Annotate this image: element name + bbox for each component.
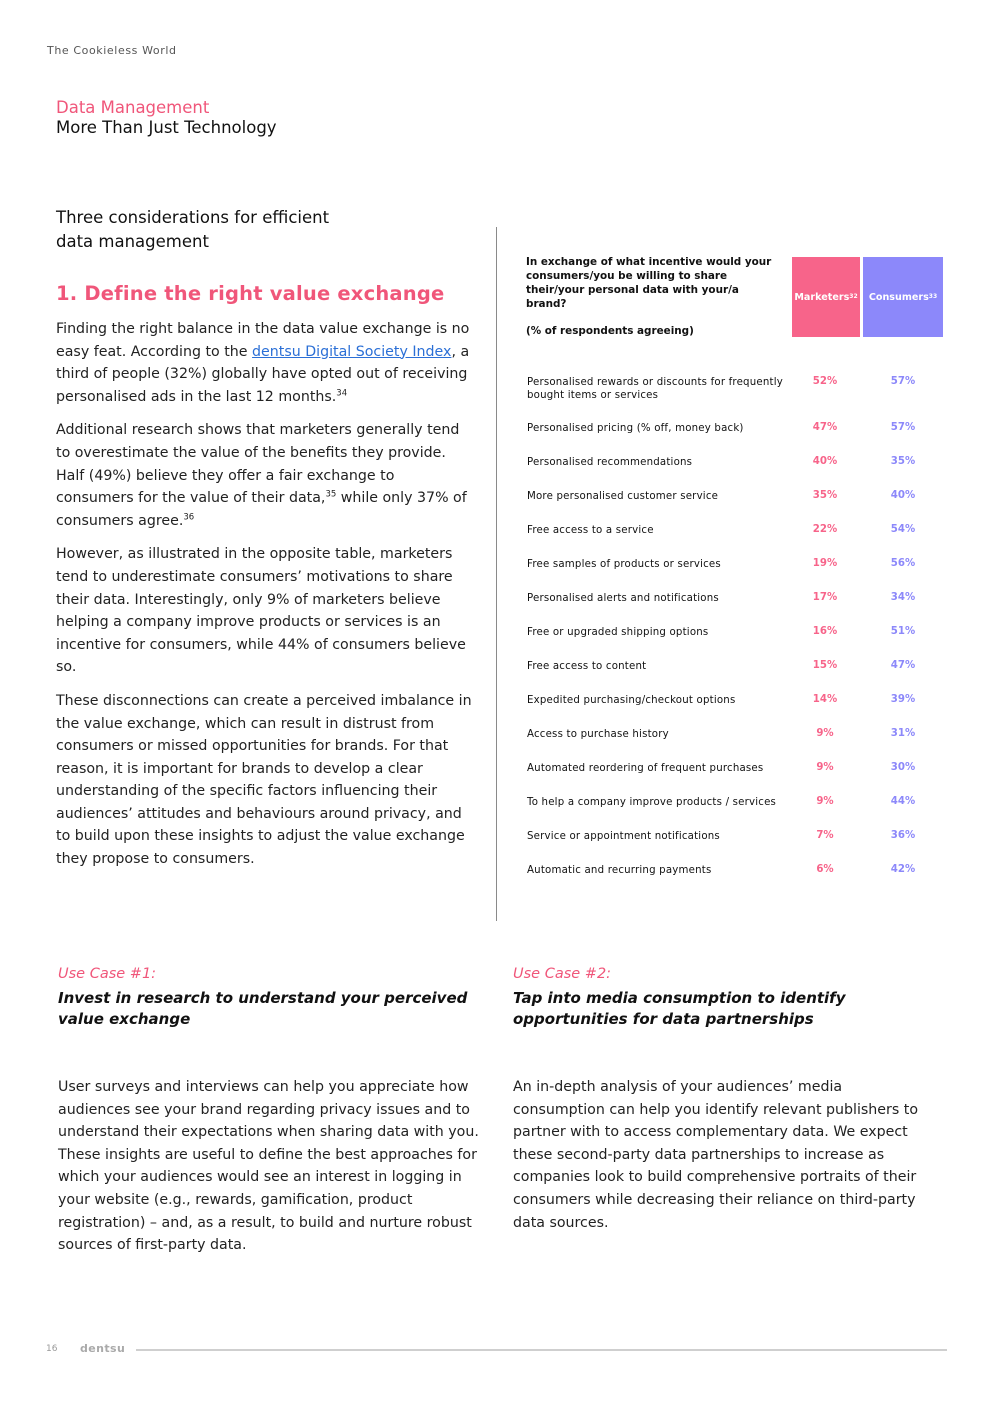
section-title: Data Management xyxy=(56,98,210,117)
column-divider xyxy=(496,227,497,921)
consumers-value: 56% xyxy=(890,558,916,569)
use-case-1-title: Invest in research to understand your perceived value exchange xyxy=(58,989,468,1028)
marketers-value: 40% xyxy=(812,456,838,467)
footnote-ref: 35 xyxy=(325,489,337,500)
marketers-value: 6% xyxy=(816,864,834,875)
footnote-ref: 34 xyxy=(336,388,348,399)
marketers-value: 52% xyxy=(812,376,838,387)
dentsu-logo: dentsu xyxy=(80,1342,126,1355)
use-case-1 xyxy=(58,964,483,1257)
page-number: 16 xyxy=(46,1344,58,1354)
marketers-value: 9% xyxy=(816,762,834,773)
consumers-value: 40% xyxy=(890,490,916,501)
marketers-value: 16% xyxy=(812,626,838,637)
table-question xyxy=(526,255,776,338)
row-label: Personalised pricing (% off, money back) xyxy=(527,423,744,434)
section-subtitle: More Than Just Technology xyxy=(56,118,277,137)
row-label: Free access to content xyxy=(527,661,647,672)
consumers-value: 54% xyxy=(890,524,916,535)
consumers-value: 35% xyxy=(890,456,916,467)
row-label: Personalised alerts and notifications xyxy=(527,593,719,604)
running-header: The Cookieless World xyxy=(47,44,177,57)
marketers-value: 22% xyxy=(812,524,838,535)
row-label: Access to purchase history xyxy=(527,729,669,740)
considerations-heading: Three considerations for efficient data management xyxy=(56,208,330,251)
row-label: Expedited purchasing/checkout options xyxy=(527,695,736,706)
consumers-value: 39% xyxy=(890,694,916,705)
intro-paragraph-4: These disconnections can create a perceived imbalance in the value exchange, which can result in distrust from consumers or missed opportunities for brands. For that reason, it is important for brands to develop a clear understanding of the specific factors influencing their audiences’ attitudes and behaviours around privacy, and to build upon these insights to adjust the value exchange they propose to consumers. xyxy=(56,692,472,868)
row-label: Automated reordering of frequent purchases xyxy=(527,763,764,774)
marketers-value: 7% xyxy=(816,830,834,841)
footer-rule xyxy=(136,1349,947,1351)
row-label: Free or upgraded shipping options xyxy=(527,627,709,638)
consumers-column-header: Consumers 33 xyxy=(863,257,943,337)
intro-paragraph-3: However, as illustrated in the opposite table, marketers tend to underestimate consumers’ motivations to share their data. Interestingly, only 9% of marketers believe helping a company improve products or services is an incentive for consumers, while 44% of consumers believe so. xyxy=(56,546,466,676)
marketers-value: 9% xyxy=(816,728,834,739)
consumers-value: 57% xyxy=(890,376,916,387)
row-label: More personalised customer service xyxy=(527,491,719,502)
marketers-value: 14% xyxy=(812,694,838,705)
value-exchange-heading: 1. Define the right value exchange xyxy=(56,282,445,305)
marketers-value: 35% xyxy=(812,490,838,501)
consumers-value: 57% xyxy=(890,422,916,433)
marketers-value: 47% xyxy=(812,422,838,433)
use-case-2-body: An in-depth analysis of your audiences’ media consumption can help you identify relevant publishers to partner with to access complementary data. We expect these second-party data partnerships to increase as companies look to build comprehensive portraits of their consumers while decreasing their reliance on third-party data sources. xyxy=(513,1079,918,1231)
consumers-value: 51% xyxy=(890,626,916,637)
row-label: Personalised rewards or discounts for frequently bought items or services xyxy=(527,377,783,401)
row-label: Free access to a service xyxy=(527,525,654,536)
marketers-value: 15% xyxy=(812,660,838,671)
table-note: (% of respondents agreeing) xyxy=(526,325,694,337)
intro-paragraph-1: Finding the right balance in the data value exchange is no easy feat. According to the dentsu Digital Society Index, a third of people (32%) globally have opted out of receiving personalised ads in the last 12 months.$^{34}$ xyxy=(56,321,470,405)
row-label: Free samples of products or services xyxy=(527,559,721,570)
consumers-value: 36% xyxy=(890,830,916,841)
digital-society-index-link[interactable]: dentsu Digital Society Index xyxy=(252,343,452,360)
intro-paragraph-2: Additional research shows that marketers generally tend to overestimate the value of the benefits they provide. Half (49%) believe they offer a fair exchange to consumers for the value of their data,$^{35}$ while only 37% of consumers agree.$^{36}$ xyxy=(56,422,467,529)
consumers-value: 47% xyxy=(890,660,916,671)
row-label: Service or appointment notifications xyxy=(527,831,720,842)
use-case-2 xyxy=(513,964,938,1234)
table-question-text: In exchange of what incentive would your consumers/you be willing to share their/your personal data with your/a brand? xyxy=(526,256,772,310)
consumers-value: 30% xyxy=(890,762,916,773)
consumers-value: 44% xyxy=(890,796,916,807)
row-label: Automatic and recurring payments xyxy=(527,865,712,876)
marketers-value: 17% xyxy=(812,592,838,603)
consumers-value: 31% xyxy=(890,728,916,739)
marketers-value: 9% xyxy=(816,796,834,807)
marketers-column-header: Marketers 32 xyxy=(792,257,860,337)
row-label: To help a company improve products / services xyxy=(527,797,777,808)
row-label: Personalised recommendations xyxy=(527,457,693,468)
consumers-value: 34% xyxy=(890,592,916,603)
use-case-2-title: Tap into media consumption to identify opportunities for data partnerships xyxy=(513,989,846,1028)
marketers-value: 19% xyxy=(812,558,838,569)
intro-column xyxy=(56,206,474,882)
use-case-2-label: Use Case #2: xyxy=(513,966,612,982)
use-case-1-body: User surveys and interviews can help you appreciate how audiences see your brand regarding privacy issues and to understand their expectations when sharing data with you. These insights are useful to define the best approaches for which your audiences would see an interest in logging in your website (e.g., rewards, gamification, product registration) – and, as a result, to build and nurture robust sources of first-party data. xyxy=(58,1079,479,1254)
consumers-value: 42% xyxy=(890,864,916,875)
use-case-1-label: Use Case #1: xyxy=(58,966,157,982)
footnote-ref: 36 xyxy=(183,512,195,523)
